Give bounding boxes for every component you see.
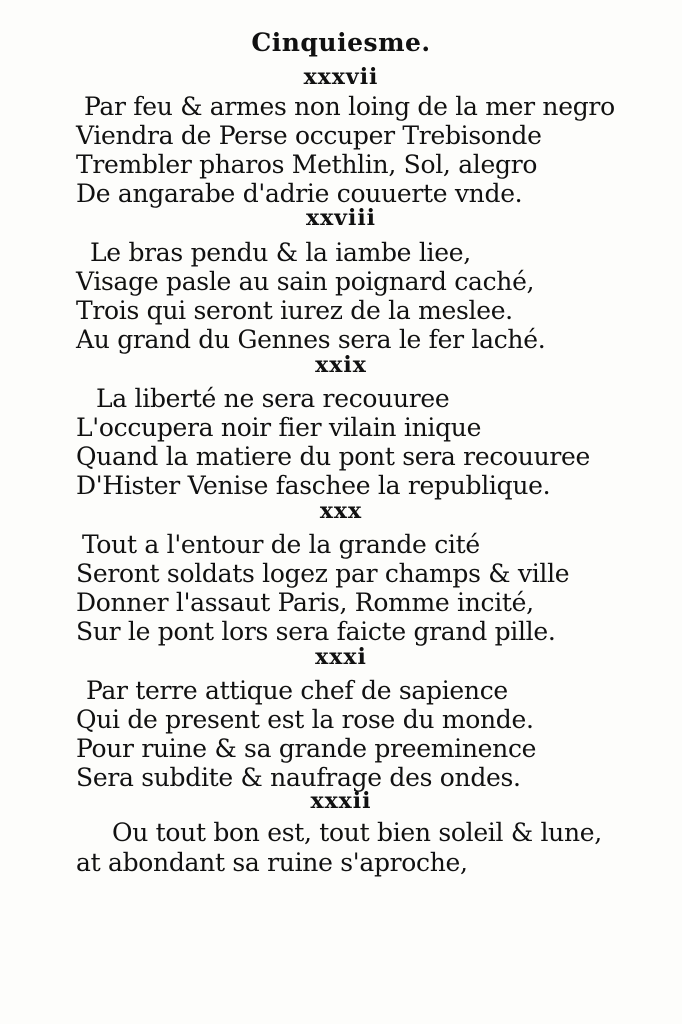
verse-line: Qui de present est la rose du monde.: [76, 705, 534, 734]
quatrain-numeral: xxix: [315, 352, 367, 378]
quatrain-numeral: xxx: [319, 498, 363, 524]
quatrain-numeral: xxxvii: [303, 64, 379, 90]
verse-line: at abondant sa ruine s'aproche,: [76, 848, 468, 877]
quatrain-numeral: xxviii: [305, 205, 377, 231]
verse-line: D'Hister Venise faschee la republique.: [76, 471, 551, 500]
verse-line: Donner l'assaut Paris, Romme incité,: [76, 588, 534, 617]
verse-line: Sera subdite & naufrage des ondes.: [76, 763, 521, 792]
verse-line: Viendra de Perse occuper Trebisonde: [76, 121, 542, 150]
verse-line: Par feu & armes non loing de la mer negro: [84, 92, 615, 121]
verse-line: Tout a l'entour de la grande cité: [82, 530, 480, 559]
verse-line: Sur le pont lors sera faicte grand pille.: [76, 617, 556, 646]
running-head: Cinquiesme.: [251, 28, 431, 57]
quatrain-numeral: xxxi: [315, 644, 367, 670]
verse-line: Par terre attique chef de sapience: [86, 676, 508, 705]
verse-line: Quand la matiere du pont sera recouuree: [76, 442, 591, 471]
verse-line: L'occupera noir fier vilain inique: [76, 413, 482, 442]
quatrain-numeral: xxxii: [310, 788, 372, 814]
verse-line: La liberté ne sera recouuree: [96, 384, 450, 413]
verse-line: Au grand du Gennes sera le fer laché.: [76, 325, 546, 354]
verse-line: Le bras pendu & la iambe liee,: [90, 238, 471, 267]
verse-line: Pour ruine & sa grande preeminence: [76, 734, 537, 763]
verse-line: Seront soldats logez par champs & ville: [76, 559, 570, 588]
verse-line: Trois qui seront iurez de la meslee.: [76, 296, 513, 325]
verse-line: Trembler pharos Methlin, Sol, alegro: [76, 150, 538, 179]
verse-line: De angarabe d'adrie couuerte vnde.: [76, 179, 523, 208]
verse-line: Visage pasle au sain poignard caché,: [76, 267, 535, 296]
verse-line: Ou tout bon est, tout bien soleil & lune,: [112, 818, 602, 847]
